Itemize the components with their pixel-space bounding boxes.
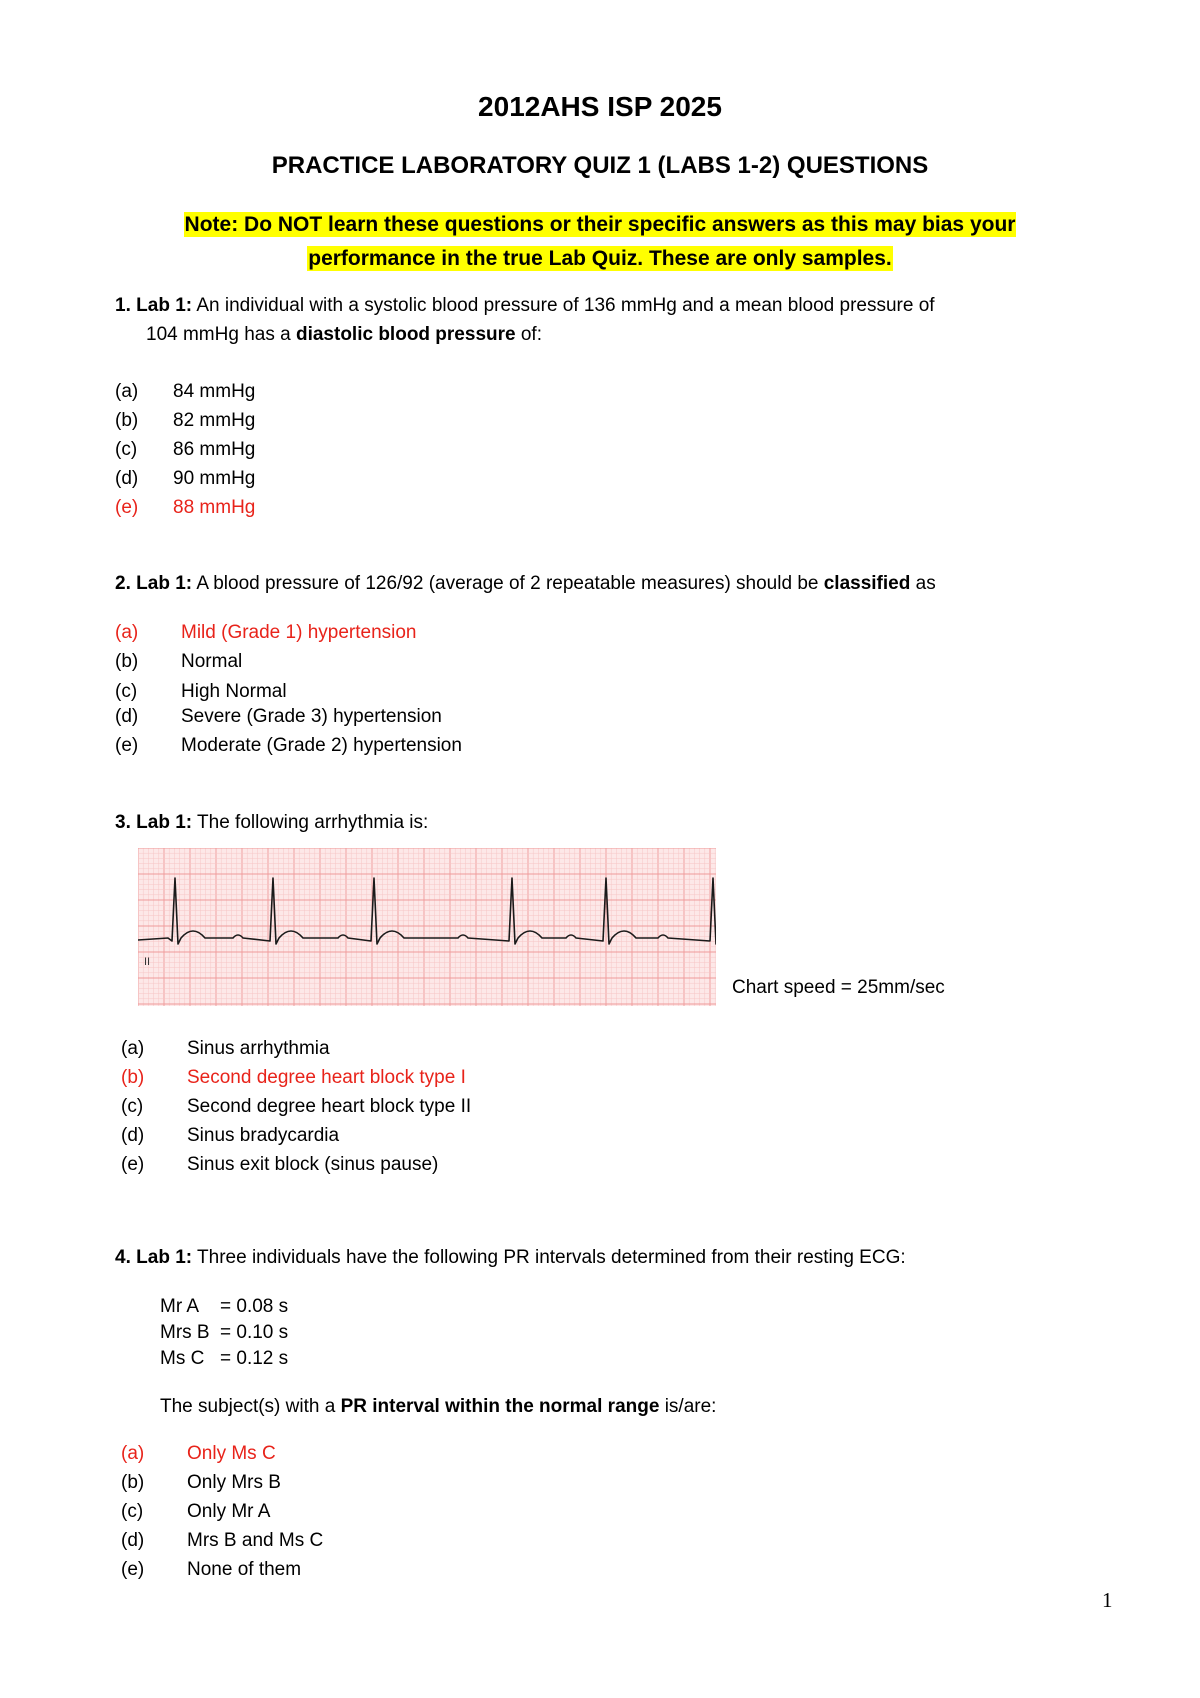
course-title: 2012AHS ISP 2025 — [478, 91, 722, 122]
question-2-stem — [115, 573, 936, 596]
question-3-stem — [115, 812, 428, 835]
question-number: 3. — [115, 812, 131, 833]
question-number: 4. — [115, 1247, 131, 1268]
q4-option-e: (e) None of them — [121, 1559, 302, 1580]
q2-option-d: (d) Severe (Grade 3) hypertension — [115, 706, 442, 727]
q2-option-b: (b) Normal — [115, 651, 243, 672]
question-text: An individual with a systolic blood pressure of 136 mmHg and a mean blood pressure of — [192, 295, 935, 316]
chart-speed-label: Chart speed = 25mm/sec — [732, 977, 945, 998]
question-1-stem-line-2 — [146, 324, 542, 347]
question-4-stem — [115, 1247, 906, 1270]
q3-option-c: (c) Second degree heart block type II — [121, 1096, 472, 1117]
q4-option-d: (d) Mrs B and Ms C — [121, 1530, 324, 1551]
question-keyword: diastolic blood pressure — [295, 324, 516, 345]
question-keyword: classified — [823, 573, 911, 594]
question-4-ask — [160, 1396, 716, 1419]
pr-row-ms-c: Ms C = 0.12 s — [160, 1348, 289, 1369]
q3-option-b-correct: (b) Second degree heart block type I — [121, 1067, 466, 1088]
q1-option-d: (d) 90 mmHg — [115, 468, 256, 489]
q2-option-c: (c) High Normal — [115, 681, 287, 702]
q3-option-e: (e) Sinus exit block (sinus pause) — [121, 1154, 439, 1175]
question-text: A blood pressure of 126/92 (average of 2 repeatable measures) should be — [192, 573, 824, 594]
ecg-strip-graphic — [138, 848, 716, 1006]
q3-option-d: (d) Sinus bradycardia — [121, 1125, 340, 1146]
question-text: of: — [515, 324, 542, 345]
question-text: Three individuals have the following PR intervals determined from their resting ECG: — [192, 1247, 906, 1268]
question-text: as — [910, 573, 936, 594]
q4-option-c: (c) Only Mr A — [121, 1501, 271, 1522]
lab-label: Lab 1: — [136, 295, 193, 316]
q1-option-a: (a) 84 mmHg — [115, 381, 256, 402]
question-text: The following arrhythmia is: — [192, 812, 429, 833]
page-number: 1 — [1102, 1588, 1113, 1612]
ecg-strip — [138, 848, 716, 1006]
question-text: The subject(s) with a — [160, 1396, 341, 1417]
question-keyword: PR interval within the normal range — [340, 1396, 660, 1417]
question-1-stem-line-1 — [115, 295, 935, 318]
pr-row-mrs-b: Mrs B = 0.10 s — [160, 1322, 289, 1343]
warning-note — [0, 208, 1200, 276]
q4-option-b: (b) Only Mrs B — [121, 1472, 281, 1493]
q1-option-b: (b) 82 mmHg — [115, 410, 256, 431]
question-number: 2. — [115, 573, 131, 594]
q2-option-a-correct: (a) Mild (Grade 1) hypertension — [115, 622, 417, 643]
q1-option-e-correct: (e) 88 mmHg — [115, 497, 256, 518]
question-text: is/are: — [659, 1396, 717, 1417]
ecg-lead-label: II — [144, 956, 151, 968]
pr-row-mr-a: Mr A = 0.08 s — [160, 1296, 289, 1317]
q1-option-c: (c) 86 mmHg — [115, 439, 256, 460]
ecg-paper — [138, 848, 716, 1006]
q2-option-e: (e) Moderate (Grade 2) hypertension — [115, 735, 462, 756]
q4-option-a-correct: (a) Only Ms C — [121, 1443, 276, 1464]
question-number: 1. — [115, 295, 131, 316]
q3-option-a: (a) Sinus arrhythmia — [121, 1038, 330, 1059]
warning-note-line-2: performance in the true Lab Quiz. These are only samples. — [308, 247, 892, 270]
question-text: 104 mmHg has a — [146, 324, 296, 345]
quiz-title: PRACTICE LABORATORY QUIZ 1 (LABS 1-2) QUESTIONS — [271, 152, 929, 179]
warning-note-line-1: Note: Do NOT learn these questions or their specific answers as this may bias your — [184, 213, 1016, 236]
lab-label: Lab 1: — [136, 573, 193, 594]
lab-label: Lab 1: — [136, 812, 193, 833]
lab-label: Lab 1: — [136, 1247, 193, 1268]
